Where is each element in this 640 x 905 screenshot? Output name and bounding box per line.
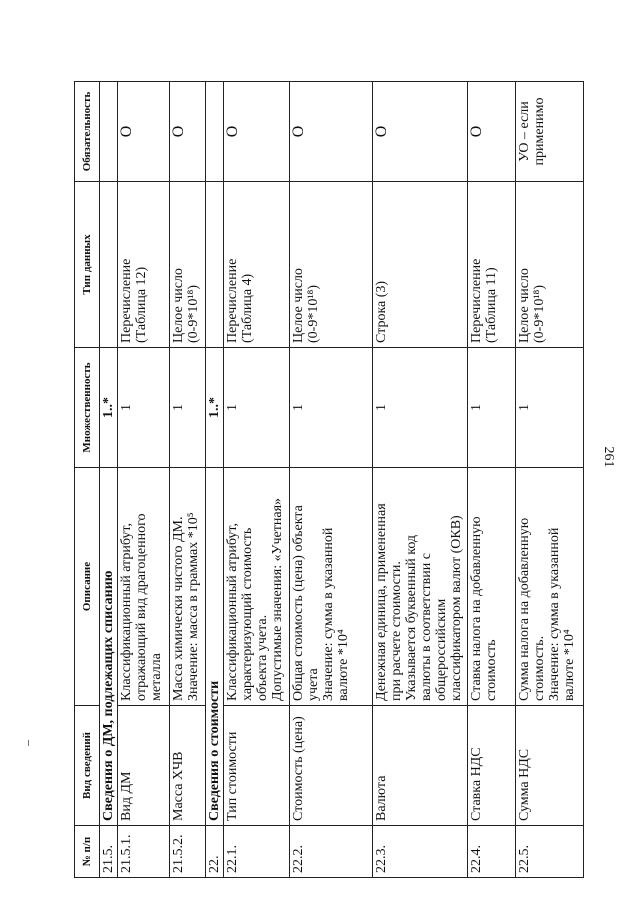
data-table xyxy=(74,81,584,878)
cell-num: 22.2. xyxy=(290,826,373,878)
cell-empty xyxy=(206,182,224,348)
cell-num: 22. xyxy=(206,826,224,878)
desc-line: Общая стоимость (цена) объекта xyxy=(291,505,306,701)
section-title: Сведения о ДМ, подлежащих списанию xyxy=(100,468,118,826)
page-number xyxy=(598,442,618,472)
type-line: Строка (3) xyxy=(374,280,389,343)
table-row-22-5 xyxy=(516,82,584,878)
desc-line: Значение: масса в граммах *10⁵ xyxy=(186,512,201,701)
cell-required: О xyxy=(170,82,206,182)
type-line: Целое число xyxy=(291,268,306,343)
cell-description xyxy=(373,468,468,706)
desc-line: классификатором валют (ОКВ) xyxy=(449,515,464,701)
cell-num: 21.5.2. xyxy=(170,826,206,878)
cell-multiplicity: 1 xyxy=(468,348,516,468)
table-row-22-1 xyxy=(224,82,290,878)
cell-num: 21.5. xyxy=(100,826,118,878)
cell-multiplicity: 1 xyxy=(224,348,290,468)
cell-empty xyxy=(206,82,224,182)
desc-line: стоимость xyxy=(484,639,499,701)
cell-multiplicity: 1 xyxy=(170,348,206,468)
desc-line: Значение: сумма в указанной xyxy=(547,527,562,701)
cell-multiplicity: 1 xyxy=(290,348,373,468)
cell-multiplicity: 1 xyxy=(516,348,584,468)
section-title: Сведения о стоимости xyxy=(206,468,224,826)
cell-required: О xyxy=(373,82,468,182)
desc-line: Ставка налога на добавленную xyxy=(469,516,484,701)
scan-speck xyxy=(28,740,29,746)
type-line: (0-9*10¹⁸) xyxy=(306,284,321,343)
desc-line: Указывается буквенный код xyxy=(404,534,419,701)
cell-data-type xyxy=(224,182,290,348)
cell-multiplicity: 1..* xyxy=(100,348,118,468)
desc-line: валюте *10⁴ xyxy=(336,629,351,701)
desc-line: валюте *10⁴ xyxy=(562,629,577,701)
cell-multiplicity: 1 xyxy=(373,348,468,468)
desc-line: Классификационный атрибут, xyxy=(225,523,240,701)
cell-description xyxy=(290,468,373,706)
desc-line: учета xyxy=(306,668,321,701)
type-line: Перечисление xyxy=(225,258,240,343)
cell-num: 22.1. xyxy=(224,826,290,878)
cell-kind: Стоимость (цена) xyxy=(290,706,373,826)
table-header-row xyxy=(75,82,100,878)
table-row-22-2 xyxy=(290,82,373,878)
header-data-type: Тип данных xyxy=(75,182,100,348)
desc-line: Классификационный атрибут, xyxy=(119,523,134,701)
cell-required: О xyxy=(224,82,290,182)
header-required: Обязательность xyxy=(75,82,100,182)
desc-line: общероссийским xyxy=(434,598,449,701)
cell-num: 21.5.1. xyxy=(118,826,170,878)
desc-line: Допустимые значения: «Учетная» xyxy=(270,497,285,701)
cell-description xyxy=(516,468,584,706)
table-row-21-5-2 xyxy=(170,82,206,878)
type-line: (Таблица 11) xyxy=(484,267,499,343)
desc-line: стоимость. xyxy=(532,635,547,701)
type-line: (Таблица 12) xyxy=(134,266,149,343)
section-row-22 xyxy=(206,82,224,878)
desc-line: валюты в соответствии с xyxy=(419,553,434,701)
cell-empty xyxy=(100,82,118,182)
cell-kind: Тип стоимости xyxy=(224,706,290,826)
desc-line: характеризующий стоимость xyxy=(240,527,255,701)
desc-line: объекта учета. xyxy=(255,614,270,701)
cell-num: 22.3. xyxy=(373,826,468,878)
cell-required: О xyxy=(468,82,516,182)
cell-data-type xyxy=(516,182,584,348)
cell-data-type xyxy=(290,182,373,348)
cell-kind: Вид ДМ xyxy=(118,706,170,826)
cell-num: 22.5. xyxy=(516,826,584,878)
cell-empty xyxy=(100,182,118,348)
header-kind: Вид сведений xyxy=(75,706,100,826)
header-description: Описание xyxy=(75,468,100,706)
header-multiplicity: Множественность xyxy=(75,348,100,468)
cell-num: 22.4. xyxy=(468,826,516,878)
table-row-22-3 xyxy=(373,82,468,878)
type-line: (Таблица 4) xyxy=(240,273,255,343)
cell-description xyxy=(118,468,170,706)
cell-data-type xyxy=(468,182,516,348)
cell-required: УО – если применимо xyxy=(516,82,584,182)
cell-description xyxy=(468,468,516,706)
desc-line: Денежная единица, примененная xyxy=(374,503,389,701)
desc-line: Значение: сумма в указанной xyxy=(321,527,336,701)
cell-description xyxy=(224,468,290,706)
cell-multiplicity: 1 xyxy=(118,348,170,468)
cell-data-type xyxy=(118,182,170,348)
type-line: Перечисление xyxy=(469,258,484,343)
desc-line: металла xyxy=(149,653,164,701)
table-row-22-4 xyxy=(468,82,516,878)
type-line: Целое число xyxy=(171,268,186,343)
header-num: № п/п xyxy=(75,826,100,878)
section-row-21-5 xyxy=(100,82,118,878)
table-row-21-5-1 xyxy=(118,82,170,878)
type-line: (0-9*10¹⁸) xyxy=(186,284,201,343)
cell-required: О xyxy=(290,82,373,182)
rotated-page-content xyxy=(74,82,588,878)
type-line: Перечисление xyxy=(119,258,134,343)
cell-kind: Валюта xyxy=(373,706,468,826)
cell-multiplicity: 1..* xyxy=(206,348,224,468)
cell-description xyxy=(170,468,206,706)
cell-data-type xyxy=(170,182,206,348)
desc-line: отражающий вид драгоценного xyxy=(134,513,149,701)
page-number-text: 261 xyxy=(601,446,616,468)
cell-kind: Сумма НДС xyxy=(516,706,584,826)
type-line: (0-9*10¹⁸) xyxy=(532,284,547,343)
cell-required: О xyxy=(118,82,170,182)
desc-line: при расчете стоимости. xyxy=(389,561,404,701)
type-line: Целое число xyxy=(517,268,532,343)
cell-kind: Масса ХЧВ xyxy=(170,706,206,826)
cell-data-type xyxy=(373,182,468,348)
desc-line: Масса химически чистого ДМ. xyxy=(171,516,186,701)
desc-line: Сумма налога на добавленную xyxy=(517,517,532,701)
cell-kind: Ставка НДС xyxy=(468,706,516,826)
